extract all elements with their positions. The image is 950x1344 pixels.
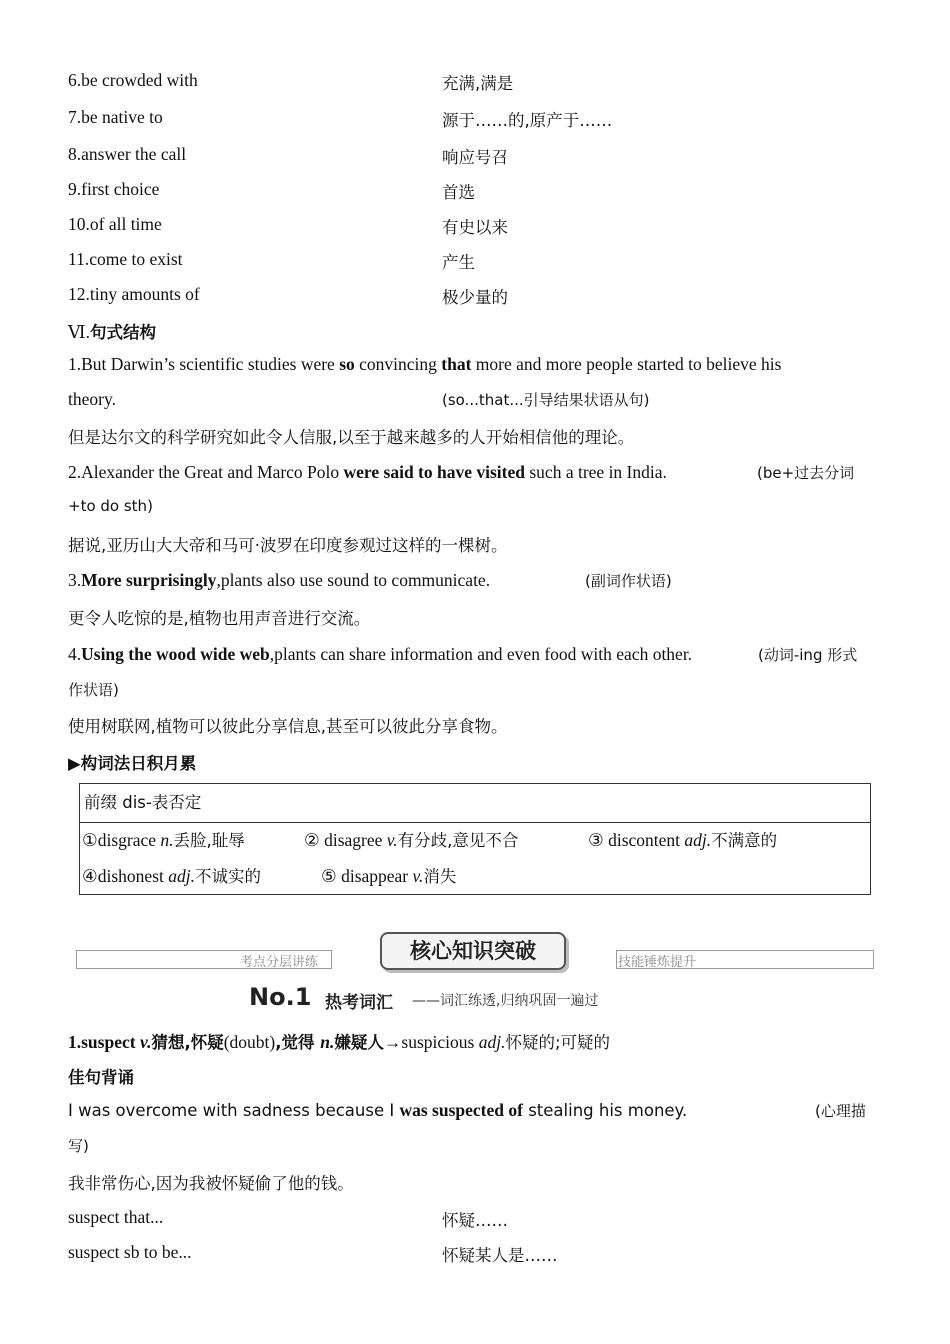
phrase-cn: 源于……的,原产于…… (442, 111, 613, 130)
good-sentence-heading: 佳句背诵 (68, 1068, 134, 1087)
section-heading (68, 319, 156, 343)
sentence-translation: 更令人吃惊的是,植物也用声音进行交流。 (68, 609, 371, 628)
sentence-4 (68, 644, 692, 665)
phrase-en: 6.be crowded with (68, 70, 198, 90)
item-meaning: 消失 (423, 867, 457, 886)
no1-label: No.1 (249, 983, 312, 1011)
entry-def: 怀疑的;可疑的 (505, 1033, 611, 1052)
table-item (304, 827, 518, 851)
item-pos: v. (386, 830, 398, 850)
good-sentence (68, 1100, 687, 1121)
entry-num: 1 (68, 1032, 77, 1052)
item-pos: n. (160, 830, 174, 850)
table-header (84, 789, 201, 813)
item-num: ② (304, 830, 320, 850)
sentence-translation: 据说,亚历山大大帝和马可·波罗在印度参观过这样的一棵树。 (68, 536, 508, 555)
phrase-cn: 充满,满是 (442, 74, 514, 93)
phrase-en: 12.tiny amounts of (68, 284, 200, 304)
entry-pos: adj. (478, 1032, 506, 1052)
item-meaning: 有分歧,意见不合 (397, 831, 519, 850)
table-header-text: 前缀 dis-表否定 (84, 793, 202, 812)
sentence-bold: were said to have visited (343, 462, 525, 482)
grammar-note: (so...that...引导结果状语从句) (442, 391, 650, 409)
item-num: ④ (82, 866, 98, 886)
table-header-row (80, 784, 870, 823)
sentence-2 (68, 462, 667, 483)
table-item (82, 863, 261, 887)
entry-def: 猜想,怀疑 (151, 1033, 224, 1052)
sentence-text: 4. (68, 644, 82, 664)
grammar-note: 写) (68, 1137, 89, 1155)
item-pos: adj. (168, 866, 195, 886)
table-item (588, 827, 777, 851)
sentence-text: ,plants also use sound to communicate. (216, 570, 491, 590)
entry-def: 嫌疑人 (334, 1033, 384, 1052)
entry-word: .suspect (76, 1032, 140, 1052)
banner-title: 核心知识突破 (380, 932, 566, 970)
banner-left-label: 考点分层讲练 (240, 955, 319, 970)
banner-right-label: 技能锤炼提升 (618, 955, 697, 970)
item-num: ⑤ (321, 866, 337, 886)
phrase-en: 10.of all time (68, 214, 162, 234)
item-pos: adj. (684, 830, 712, 850)
sentence-text: I was overcome with sadness because I (68, 1101, 400, 1120)
grammar-note: (be+过去分词 (757, 464, 855, 482)
no1-title: 热考词汇 (325, 993, 393, 1013)
item-num: ① (82, 830, 98, 850)
sentence-bold: More surprisingly (81, 570, 217, 590)
sentence-translation: 但是达尔文的科学研究如此令人信服,以至于越来越多的人开始相信他的理论。 (68, 428, 635, 447)
sentence-text: stealing his money. (522, 1101, 688, 1120)
sentence-translation: 使用树联网,植物可以彼此分享信息,甚至可以彼此分享食物。 (68, 717, 508, 736)
item-word: discontent (603, 830, 685, 850)
arrow-icon: → (383, 1032, 402, 1052)
no1-subtitle: ——词汇练透,归纳巩固一遍过 (412, 993, 599, 1009)
item-num: ③ (588, 830, 604, 850)
usage-cn: 怀疑某人是…… (442, 1246, 558, 1265)
phrase-en: 7.be native to (68, 107, 163, 127)
item-meaning: 不满意的 (711, 831, 778, 850)
section-title: 句式结构 (89, 323, 156, 342)
entry-def: ,觉得 (275, 1033, 321, 1052)
sentence-text: 1.But Darwin’s scientific studies were (68, 354, 340, 374)
sentence-text: ,plants can share information and even food with each other. (269, 644, 693, 664)
sentence-translation: 我非常伤心,因为我被怀疑偷了他的钱。 (68, 1174, 354, 1193)
section-numeral: Ⅵ. (68, 322, 90, 342)
table-item (321, 863, 456, 887)
item-meaning: 丢脸,耻辱 (173, 831, 245, 850)
phrase-en: 11.come to exist (68, 249, 183, 269)
sentence-text: such a tree in India. (525, 462, 667, 482)
phrase-cn: 极少量的 (442, 288, 508, 307)
phrase-cn: 响应号召 (442, 148, 508, 167)
item-meaning: 不诚实的 (194, 867, 261, 886)
vocab-entry (68, 1029, 610, 1053)
item-word: disappear (336, 866, 413, 886)
entry-word: suspicious (401, 1032, 479, 1052)
phrase-en: 8.answer the call (68, 144, 187, 164)
sentence-text: 3. (68, 570, 82, 590)
usage-cn: 怀疑…… (442, 1211, 508, 1230)
usage-en: suspect sb to be... (68, 1242, 192, 1262)
item-pos: v. (412, 866, 424, 886)
grammar-note: (心理描 (815, 1102, 866, 1120)
entry-pos: n. (320, 1032, 335, 1052)
phrase-cn: 产生 (442, 253, 475, 272)
sentence-3 (68, 570, 490, 591)
wordform-table (79, 783, 871, 895)
sentence-text: 2.Alexander the Great and Marco Polo (68, 462, 344, 482)
sentence-bold: was suspected of (399, 1100, 523, 1120)
wordform-heading: ▶构词法日积月累 (68, 754, 197, 773)
phrase-en: 9.first choice (68, 179, 160, 199)
item-word: dishonest (97, 866, 169, 886)
item-word: disagree (319, 830, 387, 850)
sentence-bold: so (339, 354, 355, 374)
sentence-bold: Using the wood wide web (81, 644, 270, 664)
phrase-cn: 有史以来 (442, 218, 508, 237)
grammar-note: (动词-ing 形式 (758, 646, 858, 664)
usage-en: suspect that... (68, 1207, 164, 1227)
grammar-note: (副词作状语) (585, 572, 672, 590)
entry-paren: (doubt) (223, 1032, 276, 1052)
phrase-cn: 首选 (442, 183, 475, 202)
sentence-text: more and more people started to believe his (471, 354, 782, 374)
sentence-bold: that (441, 354, 472, 374)
grammar-note: +to do sth) (68, 497, 153, 515)
sentence-1-cont: theory. (68, 389, 116, 409)
sentence-text: convincing (354, 354, 442, 374)
grammar-note: 作状语) (68, 681, 119, 699)
sentence-1 (68, 354, 781, 375)
item-word: disgrace (97, 830, 161, 850)
entry-pos: v. (139, 1032, 152, 1052)
table-item (82, 827, 245, 851)
